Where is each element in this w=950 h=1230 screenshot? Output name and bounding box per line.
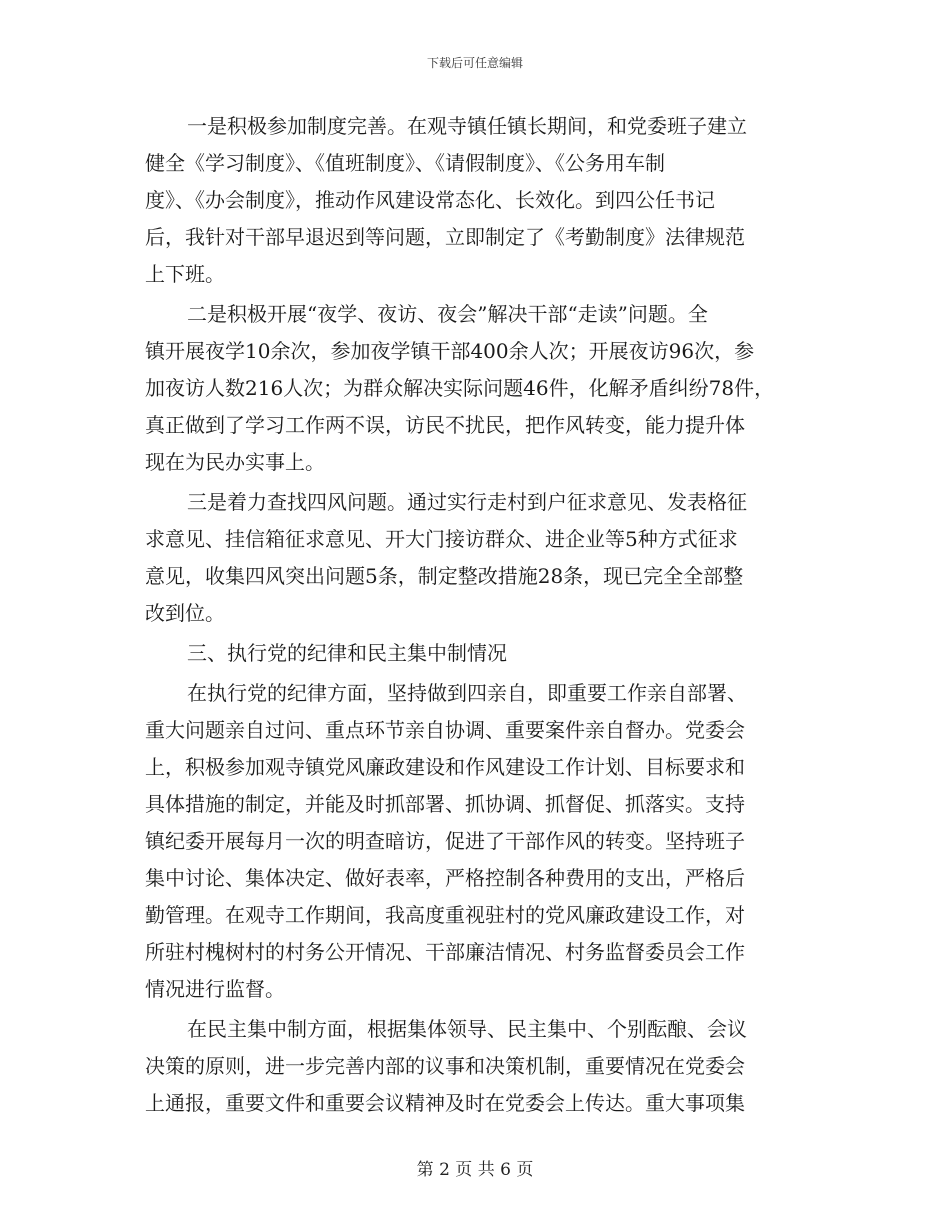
paragraph-line: 情况进行监督。 [145, 977, 285, 1001]
paragraph-line: 现在为民办实事上。 [145, 450, 325, 474]
paragraph-line: 真正做到了学习工作两不误，访民不扰民，把作风转变，能力提升体 [145, 413, 745, 437]
paragraph-line: 一是积极参加制度完善。在观寺镇任镇长期间，和党委班子建立 [187, 114, 747, 138]
paragraph-line: 勤管理。在观寺工作期间，我高度重视驻村的党风廉政建设工作，对 [145, 903, 745, 927]
paragraph-line: 加夜访人数216人次；为群众解决实际问题46件，化解矛盾纠纷78件， [145, 376, 775, 400]
paragraph-line: 意见，收集四风突出问题5条，制定整改措施28条，现已完全全部整 [145, 564, 744, 588]
paragraph-line: 上下班。 [145, 262, 225, 286]
paragraph-line: 上，积极参加观寺镇党风廉政建设和作风建设工作计划、目标要求和 [145, 755, 745, 779]
paragraph-line: 二是积极开展“夜学、夜访、夜会”解决干部“走读”问题。全 [187, 302, 708, 326]
paragraph-line: 健全《学习制度》、《值班制度》、《请假制度》、《公务用车制 [145, 151, 665, 175]
paragraph-line: 三是着力查找四风问题。通过实行走村到户征求意见、发表格征 [187, 490, 747, 514]
paragraph-line: 具体措施的制定，并能及时抓部署、抓协调、抓督促、抓落实。支持 [145, 792, 745, 816]
paragraph-line: 在民主集中制方面，根据集体领导、民主集中、个别酝酿、会议 [187, 1017, 747, 1041]
paragraph-line: 求意见、挂信箱征求意见、开大门接访群众、进企业等5种方式征求 [145, 527, 738, 551]
paragraph-line: 重大问题亲自过问、重点环节亲自协调、重要案件亲自督办。党委会 [145, 718, 745, 742]
paragraph-line: 所驻村槐树村的村务公开情况、干部廉洁情况、村务监督委员会工作 [145, 940, 745, 964]
paragraph-line: 上通报，重要文件和重要会议精神及时在党委会上传达。重大事项集 [145, 1091, 745, 1115]
section-heading: 三、执行党的纪律和民主集中制情况 [187, 641, 507, 665]
page-footer: 第 2 页 共 6 页 [416, 1160, 534, 1180]
page-header: 下载后可任意编辑 [426, 56, 523, 70]
paragraph-line: 镇开展夜学10余次，参加夜学镇干部400余人次；开展夜访96次，参 [145, 339, 755, 363]
paragraph-line: 在执行党的纪律方面，坚持做到四亲自，即重要工作亲自部署、 [187, 681, 747, 705]
paragraph-line: 度》、《办会制度》，推动作风建设常态化、长效化。到四公任书记 [145, 188, 715, 212]
paragraph-line: 集中讨论、集体决定、做好表率，严格控制各种费用的支出，严格后 [145, 866, 745, 890]
paragraph-line: 镇纪委开展每月一次的明查暗访，促进了干部作风的转变。坚持班子 [145, 829, 745, 853]
paragraph-line: 改到位。 [145, 601, 225, 625]
document-body [145, 108, 805, 1122]
paragraph-line: 后，我针对干部早退迟到等问题，立即制定了《考勤制度》法律规范 [145, 225, 745, 249]
paragraph-line: 决策的原则，进一步完善内部的议事和决策机制，重要情况在党委会 [145, 1054, 745, 1078]
